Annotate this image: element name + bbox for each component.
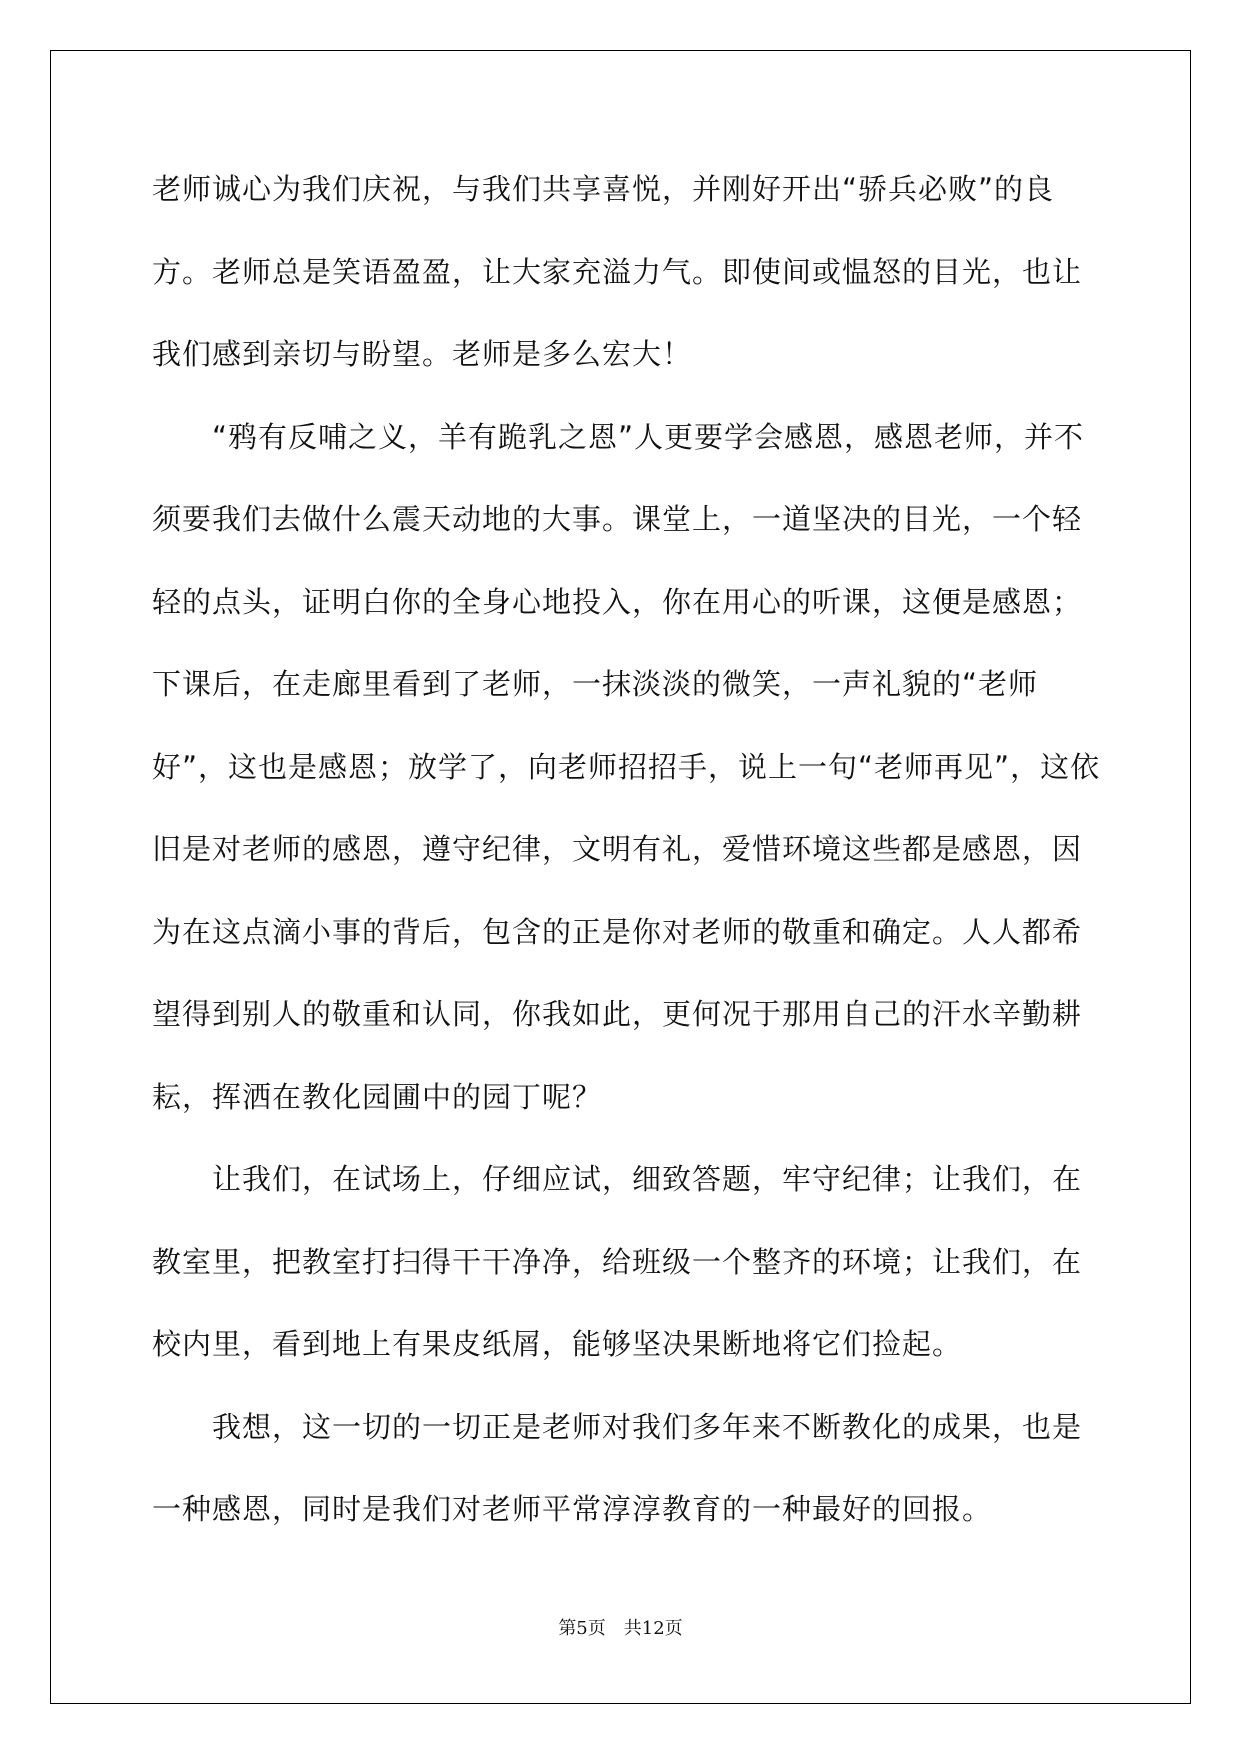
paragraph-4: 我想，这一切的一切正是老师对我们多年来不断教化的成果，也是一种感恩，同时是我们对老师平常淳淳教育的一种最好的回报。 — [152, 1409, 1083, 1526]
paragraph-1: 老师诚心为我们庆祝，与我们共享喜悦，并刚好开出“骄兵必败”的良方。老师总是笑语盈盈，让大家充溢力气。即使间或愠怒的目光，也让我们感到亲切与盼望。老师是多么宏大！ — [152, 172, 1083, 371]
document-body — [152, 148, 1102, 1551]
paragraph-3: 让我们，在试场上，仔细应试，细致答题，牢守纪律；让我们，在教室里，把教室打扫得干干净净，给班级一个整齐的环境；让我们，在校内里，看到地上有果皮纸屑，能够坚决果断地将它们捡起。 — [152, 1162, 1083, 1361]
paragraph-2: “鸦有反哺之义，羊有跪乳之恩”人更要学会感恩，感恩老师，并不须要我们去做什么震天动地的大事。课堂上，一道坚决的目光，一个轻轻的点头，证明白你的全身心地投入，你在用心的听课，这便是感恩；下课后，在走廊里看到了老师，一抹淡淡的微笑，一声礼貌的“老师好”，这也是感恩；放学了，向老师招招手，说上一句“老师再见”，这依旧是对老师的感恩，遵守纪律，文明有礼，爱惜环境这些都是感恩，因为在这点滴小事的背后，包含的正是你对老师的敬重和确定。人人都希望得到别人的敬重和认同，你我如此，更何况于那用自己的汗水辛勤耕耘，挥洒在教化园圃中的园丁呢？ — [152, 419, 1101, 1114]
page-number-footer: 第5页 共12页 — [558, 1618, 683, 1639]
